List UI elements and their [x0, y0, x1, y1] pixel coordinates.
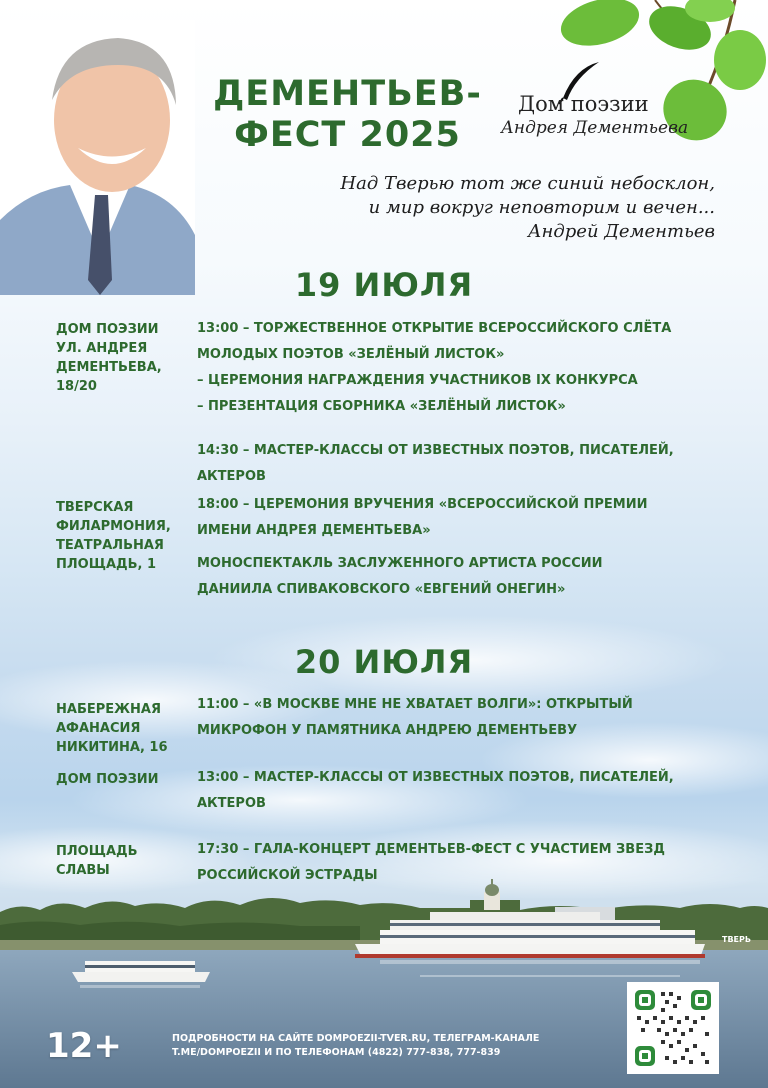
event-line: 17:30 – ГАЛА-КОНЦЕРТ ДЕМЕНТЬЕВ-ФЕСТ С УЧАСТИЕМ ЗВЕЗД: [197, 842, 665, 857]
event-line: МОНОСПЕКТАКЛЬ ЗАСЛУЖЕННОГО АРТИСТА РОССИИ: [197, 556, 603, 571]
day2-heading: 20 ИЮЛЯ: [294, 643, 474, 681]
event-line: 14:30 – МАСТЕР-КЛАССЫ ОТ ИЗВЕСТНЫХ ПОЭТОВ, ПИСАТЕЛЕЙ,: [197, 443, 674, 458]
event-sub-item: – ЦЕРЕМОНИЯ НАГРАЖДЕНИЯ УЧАСТНИКОВ IX КОНКУРСА: [197, 373, 638, 388]
logo-title: Дом поэзии: [518, 92, 649, 116]
venue-line: СЛАВЫ: [56, 863, 110, 878]
day1-event-monoplay: [197, 551, 737, 603]
event-line: 13:00 – МАСТЕР-КЛАССЫ ОТ ИЗВЕСТНЫХ ПОЭТОВ, ПИСАТЕЛЕЙ,: [197, 770, 674, 785]
event-line: ДАНИИЛА СПИВАКОВСКОГО «ЕВГЕНИЙ ОНЕГИН»: [197, 582, 566, 597]
day1-heading: 19 ИЮЛЯ: [294, 266, 474, 304]
quote-author: Андрей Дементьев: [527, 221, 715, 242]
event-line: АКТЕРОВ: [197, 469, 266, 484]
event-line: МОЛОДЫХ ПОЭТОВ «ЗЕЛЁНЫЙ ЛИСТОК»: [197, 347, 505, 362]
venue-line: ПЛОЩАДЬ, 1: [56, 557, 157, 572]
event-line: 18:00 – ЦЕРЕМОНИЯ ВРУЧЕНИЯ «ВСЕРОССИЙСКОЙ ПРЕМИИ: [197, 497, 648, 512]
venue-line: НАБЕРЕЖНАЯ: [56, 702, 162, 717]
venue-line: УЛ. АНДРЕЯ: [56, 341, 148, 356]
day2-venue-glory-square: [56, 842, 191, 880]
day1-event-award: [197, 492, 737, 544]
portrait-photo: [0, 20, 195, 295]
quote-line-1: Над Тверью тот же синий небосклон,: [340, 173, 715, 194]
age-rating: 12+: [46, 1026, 122, 1066]
qr-code-icon: [627, 982, 719, 1074]
event-line: 13:00 – ТОРЖЕСТВЕННОЕ ОТКРЫТИЕ ВСЕРОССИЙСКОГО СЛЁТА: [197, 321, 672, 336]
qr-code[interactable]: [627, 982, 719, 1074]
day2-venue-embankment: [56, 700, 191, 757]
footer-info-line-1: ПОДРОБНОСТИ НА САЙТЕ DOMPOEZII-TVER.RU, ТЕЛЕГРАМ-КАНАЛЕ: [172, 1033, 540, 1044]
day2-venue-dom-poezii: [56, 770, 191, 789]
venue-line: 18/20: [56, 379, 97, 394]
venue-line: ТЕАТРАЛЬНАЯ: [56, 538, 164, 553]
small-boat: [72, 961, 210, 982]
day2-event-gala: [197, 837, 737, 889]
venue-line: ДОМ ПОЭЗИИ: [56, 772, 159, 787]
title-line-1: ДЕМЕНТЬЕВ-: [213, 74, 482, 114]
day1-venue-philharmonic: [56, 498, 191, 574]
day1-venue-dom-poezii: [56, 320, 191, 396]
title-line-2: ФЕСТ 2025: [234, 115, 461, 155]
quote-line-2: и мир вокруг неповторим и вечен...: [368, 197, 715, 218]
event-sub-item: – ПРЕЗЕНТАЦИЯ СБОРНИКА «ЗЕЛЁНЫЙ ЛИСТОК»: [197, 399, 566, 414]
venue-line: АФАНАСИЯ: [56, 721, 141, 736]
festival-title: [205, 74, 490, 156]
day2-event-masterclass: [197, 765, 737, 817]
venue-line: ДОМ ПОЭЗИИ: [56, 322, 159, 337]
day1-event-opening: [197, 316, 737, 420]
logo-subtitle: Андрея Дементьева: [501, 118, 689, 138]
venue-line: НИКИТИНА, 16: [56, 740, 168, 755]
venue-line: ДЕМЕНТЬЕВА,: [56, 360, 162, 375]
poem-quote: [330, 172, 715, 244]
ship-name: ТВЕРЬ: [722, 935, 751, 944]
event-line: РОССИЙСКОЙ ЭСТРАДЫ: [197, 868, 378, 883]
venue-line: ТВЕРСКАЯ: [56, 500, 134, 515]
footer-info-line-2: T.ME/DOMPOEZII И ПО ТЕЛЕФОНАМ (4822) 777-838, 777-839: [172, 1047, 501, 1058]
event-line: ИМЕНИ АНДРЕЯ ДЕМЕНТЬЕВА»: [197, 523, 431, 538]
event-line: МИКРОФОН У ПАМЯТНИКА АНДРЕЮ ДЕМЕНТЬЕВУ: [197, 723, 578, 738]
footer-info: [172, 1032, 582, 1060]
day1-event-masterclass: [197, 438, 737, 490]
venue-line: ФИЛАРМОНИЯ,: [56, 519, 171, 534]
event-line: АКТЕРОВ: [197, 796, 266, 811]
event-line: 11:00 – «В МОСКВЕ МНЕ НЕ ХВАТАЕТ ВОЛГИ»: ОТКРЫТЫЙ: [197, 697, 633, 712]
venue-line: ПЛОЩАДЬ: [56, 844, 138, 859]
day2-event-open-mic: [197, 692, 737, 744]
